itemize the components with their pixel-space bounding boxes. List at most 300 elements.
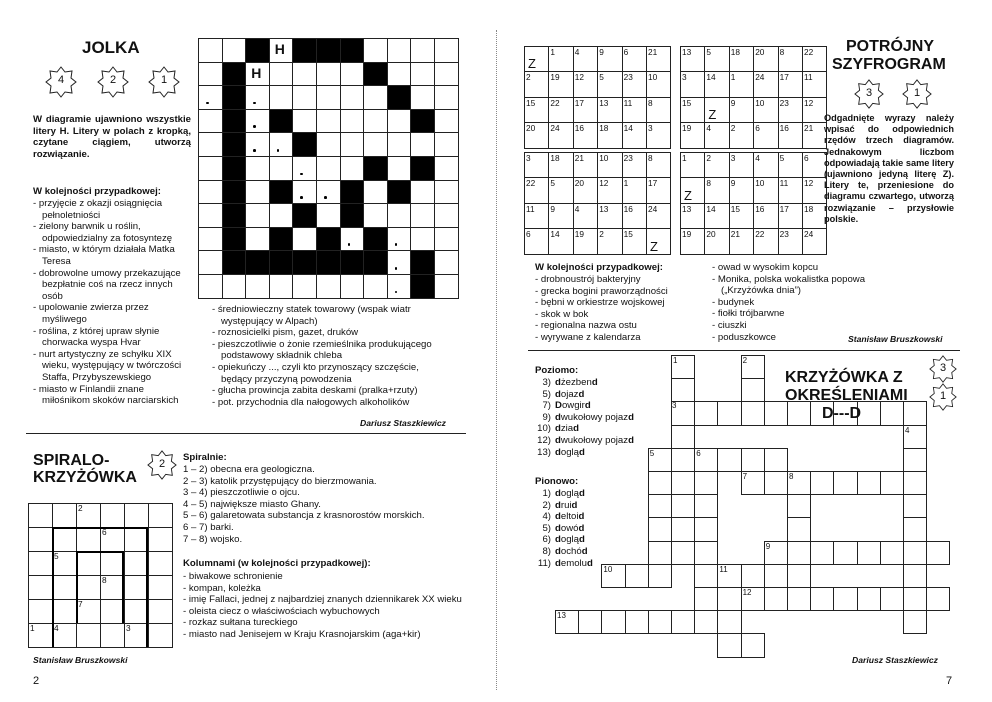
grid-cell: [387, 250, 412, 275]
clue-dot: [253, 125, 256, 128]
cipher-cell: [524, 71, 549, 97]
clue-dot: [348, 243, 351, 246]
cell-number: 2: [706, 153, 712, 163]
cipher-cell: [597, 46, 622, 72]
cell-number: 13: [599, 203, 609, 214]
cipher-cell: [704, 97, 729, 123]
list-item: - głucha prowincja zabita deskami (pralka+rzuty): [212, 385, 418, 397]
cipher-cell: [573, 46, 598, 72]
grid-block: [222, 85, 247, 110]
cipher-cell: [704, 152, 729, 178]
cell-number: 15: [682, 97, 692, 108]
grid-cell: [387, 132, 412, 157]
crossword-cell: [694, 401, 718, 425]
clue-bold-letter: d: [579, 534, 585, 546]
crossword-cell: [903, 448, 927, 472]
page-number-left: 2: [33, 675, 40, 687]
jolka-badge-1: 4: [57, 74, 65, 86]
grid-block: [387, 180, 412, 205]
cipher-cell: [704, 228, 729, 254]
cell-number: 4: [54, 623, 59, 633]
list-item: [535, 500, 655, 512]
cell-number: 6: [526, 229, 531, 240]
cipher-cell: [704, 203, 729, 229]
cell-number: 5: [706, 47, 712, 57]
spiral-wall: [76, 551, 124, 623]
grid-cell: [292, 274, 317, 299]
crossword-cell: [926, 587, 950, 611]
crossword-cell: [741, 355, 765, 379]
grid-cell: [292, 109, 317, 134]
list-item: - miasto, w którym działała Matka Teresa: [33, 244, 175, 267]
dd-down-heading: Pionowo:: [535, 476, 579, 487]
grid-cell: [363, 85, 388, 110]
clue-dot: [324, 196, 327, 199]
cipher-cell: [729, 46, 754, 72]
crossword-cell: [694, 471, 718, 495]
cipher-cell: [680, 203, 705, 229]
grid-cell: [363, 274, 388, 299]
grid-cell: [340, 62, 365, 87]
clue-bold-letter: d: [555, 423, 561, 435]
grid-cell: [100, 503, 125, 528]
grid-cell: [340, 132, 365, 157]
clue-bold-letter: d: [555, 446, 561, 458]
list-item: - owad w wysokim kopcu: [712, 262, 819, 273]
cipher-cell: [778, 122, 803, 148]
grid-cell: [28, 575, 53, 600]
dd-title-3: D---D: [822, 405, 862, 422]
cipher-cell: [548, 152, 573, 178]
cell-number: 8: [706, 178, 712, 189]
cell-number: 23: [623, 72, 633, 83]
grid-cell: [269, 85, 294, 110]
crossword-cell: [671, 448, 695, 472]
grid-cell: [28, 551, 53, 576]
cell-number: 3: [682, 72, 687, 83]
crossword-cell: [787, 541, 811, 565]
cipher-cell: [753, 177, 778, 203]
cell-number: 20: [526, 123, 536, 134]
list-item: - zielony barwnik u roślin, odpowiedzialny za fotosyntezę: [33, 221, 173, 244]
list-item: [535, 488, 655, 500]
cipher-cell: [622, 152, 647, 178]
crossword-cell: [880, 541, 904, 565]
cell-number: 20: [755, 47, 765, 57]
cipher-cell: [548, 97, 573, 123]
cell-number: 4: [755, 153, 760, 163]
cipher-cell: [597, 228, 622, 254]
cipher-cell: [573, 228, 598, 254]
cell-number: 10: [755, 178, 765, 189]
clue-middle: oglą: [560, 534, 580, 546]
list-item: - kompan, koleżka: [183, 582, 261, 594]
grid-cell: [198, 274, 223, 299]
grid-block: [410, 156, 435, 181]
cell-number: 20: [574, 178, 585, 189]
grid-cell: [340, 274, 365, 299]
dd-title-1: KRZYŻÓWKA Z: [785, 369, 903, 386]
page-number-right: 7: [946, 675, 953, 687]
grid-block: [387, 85, 412, 110]
list-item: - budynek: [712, 296, 755, 308]
cell-number: 5: [599, 72, 604, 83]
grid-cell: [148, 575, 173, 600]
list-item: - poduszkowce: [712, 331, 776, 343]
grid-cell: [245, 274, 270, 299]
grid-block: [269, 180, 294, 205]
cipher-cell: [524, 46, 549, 72]
cell-number: 9: [765, 541, 771, 551]
cipher-cell: [680, 122, 705, 148]
grid-cell: [198, 62, 223, 87]
cell-number: 9: [550, 203, 556, 214]
cell-number: 16: [623, 203, 633, 214]
cipher-cell: [548, 177, 573, 203]
cipher-cell: [597, 71, 622, 97]
crossword-cell: [903, 564, 927, 588]
cell-number: 2: [730, 123, 736, 134]
crossword-cell: [833, 587, 857, 611]
dd-across-heading: Poziomo:: [535, 365, 579, 376]
divider: [26, 433, 466, 434]
clue-number: 2): [542, 499, 551, 511]
crossword-cell: [741, 633, 765, 657]
clue-bold-letter: d: [555, 557, 561, 569]
cipher-cell: [729, 228, 754, 254]
cell-number: 10: [755, 97, 765, 108]
crossword-cell: [810, 587, 834, 611]
grid-cell: [245, 227, 270, 252]
crossword-cell: [833, 541, 857, 565]
cipher-cell: [573, 177, 598, 203]
cell-number: 15: [526, 97, 536, 108]
crossword-cell: [926, 541, 950, 565]
crossword-cell: [903, 401, 927, 425]
grid-cell: [28, 503, 53, 528]
grid-cell: [434, 109, 459, 134]
crossword-cell: [671, 355, 695, 379]
cipher-cell: [680, 177, 705, 203]
grid-cell: [198, 38, 223, 63]
list-item: [535, 523, 655, 535]
cell-number: 5: [550, 178, 556, 189]
cell-number: 18: [599, 123, 609, 134]
grid-cell: [410, 85, 435, 110]
grid-cell: [198, 132, 223, 157]
clue-middle: ojaz: [560, 388, 579, 400]
clue-bold-letter: d: [555, 411, 561, 423]
list-item: - upolowanie zwierza przez myśliwego: [33, 302, 149, 325]
grid-cell: [124, 503, 149, 528]
grid-cell: [340, 85, 365, 110]
grid-block: [269, 109, 294, 134]
grid-cell: [410, 180, 435, 205]
crossword-cell: [741, 378, 765, 402]
cipher-cell: [729, 122, 754, 148]
cipher-cell: [573, 97, 598, 123]
cell-number: 18: [550, 153, 560, 163]
crossword-cell: [717, 633, 741, 657]
list-item: - grecka bogini praworządności: [535, 285, 668, 297]
grid-block: [316, 250, 341, 275]
grid-cell: [198, 85, 223, 110]
grid-cell: [148, 599, 173, 624]
crossword-cell: [857, 587, 881, 611]
grid-cell: [316, 156, 341, 181]
dd-badge-2: 1: [939, 390, 947, 402]
cell-number: 1: [730, 72, 736, 83]
spiralo-badge: 2: [158, 458, 166, 470]
cell-number: 7: [742, 472, 748, 481]
divider: [528, 350, 960, 351]
list-item: - roślina, z której upraw słynie chorwacka wyspa Hvar: [33, 325, 160, 349]
grid-block: [245, 38, 270, 63]
crossword-cell: [903, 494, 927, 518]
grid-block: [340, 180, 365, 205]
grid-cell: [198, 227, 223, 252]
cipher-cell: [622, 97, 647, 123]
cell-number: 3: [730, 153, 736, 163]
cipher-cell: [680, 152, 705, 178]
cipher-cell: [548, 71, 573, 97]
cell-number: 17: [574, 97, 585, 108]
cipher-author: Stanisław Bruszkowski: [848, 334, 943, 344]
clue-middle: ochó: [560, 545, 582, 557]
cell-number: 1: [682, 153, 687, 163]
cell-number: 9: [730, 178, 736, 189]
crossword-cell: [903, 587, 927, 611]
clue-middle: zia: [560, 423, 574, 435]
cipher-cell: [646, 177, 671, 203]
clue-bold-letter: d: [628, 411, 634, 423]
grid-cell: [363, 132, 388, 157]
list-item: [535, 389, 655, 401]
cell-number: 4: [706, 123, 712, 134]
cell-number: 17: [779, 72, 789, 83]
list-item: - drobnoustrój bakteryjny: [535, 274, 641, 285]
clue-number: 3): [542, 377, 551, 388]
grid-block: [340, 38, 365, 63]
crossword-cell: [764, 448, 788, 472]
grid-cell: [434, 203, 459, 228]
cipher-cell: [622, 228, 647, 254]
clue-bold-letter: d: [555, 545, 561, 557]
cell-number: 16: [755, 203, 765, 214]
crossword-cell: [764, 587, 788, 611]
cell-number: 17: [648, 178, 658, 189]
cell-number: 5: [649, 448, 655, 458]
grid-cell: [387, 109, 412, 134]
cipher-cell: [524, 228, 549, 254]
cell-number: 12: [574, 72, 585, 83]
grid-cell: [198, 109, 223, 134]
cipher-title-1: POTRÓJNY: [846, 38, 935, 55]
cell-number: 19: [682, 123, 692, 134]
jolka-clues-heading: W kolejności przypadkowej:: [33, 186, 161, 197]
cipher-cell: [729, 71, 754, 97]
cell-number: 14: [706, 203, 716, 214]
grid-cell: [410, 38, 435, 63]
cell-number: 7: [78, 599, 83, 609]
cipher-cell: [729, 152, 754, 178]
grid-cell: [269, 156, 294, 181]
grid-block: [292, 38, 317, 63]
cell-number: 24: [804, 229, 814, 240]
grid-cell: [434, 38, 459, 63]
cipher-cell: [802, 228, 827, 254]
crossword-cell: [648, 610, 672, 634]
dd-down-clues: [535, 488, 655, 569]
list-item: 7 – 8) wojsko.: [183, 533, 243, 545]
grid-cell: [363, 180, 388, 205]
crossword-cell: [601, 610, 625, 634]
jolka-author: Dariusz Staszkiewicz: [360, 418, 446, 428]
cell-number: 6: [804, 153, 809, 163]
cipher-cell: [778, 177, 803, 203]
cell-number: 23: [779, 97, 789, 108]
list-item: - Monika, polska wokalistka popowa („Krzyżówka dnia”): [712, 273, 866, 297]
cipher-cell: [573, 152, 598, 178]
list-item: - ciuszki: [712, 319, 747, 331]
cipher-cell: [680, 97, 705, 123]
clue-number: 13): [537, 446, 551, 458]
cell-number: 3: [672, 401, 677, 411]
clue-dot: [300, 149, 303, 152]
grid-cell: [434, 250, 459, 275]
list-item: 6 – 7) barki.: [183, 521, 234, 533]
cipher-cell: [753, 122, 778, 148]
list-item: [535, 534, 655, 546]
grid-cell: [387, 38, 412, 63]
cell-number: 13: [682, 47, 692, 57]
grid-cell: [316, 109, 341, 134]
crossword-cell: [903, 610, 927, 634]
crossword-cell: [880, 401, 904, 425]
clue-dot: [253, 149, 256, 152]
cipher-cell: [597, 177, 622, 203]
clue-bold-letter: d: [578, 511, 585, 523]
grid-cell: [340, 227, 365, 252]
clue-middle: oglą: [560, 446, 580, 458]
cell-number: 21: [730, 229, 741, 240]
cipher-cell: [802, 46, 827, 72]
cell-number: 16: [574, 123, 585, 134]
cell-number: 8: [789, 472, 794, 481]
list-item: [535, 447, 655, 459]
grid-cell: [363, 203, 388, 228]
list-item: - miasto nad Jenisejem w Kraju Krasnojarskim (aga+kir): [183, 628, 421, 640]
crossword-cell: [694, 494, 718, 518]
crossword-cell: [880, 587, 904, 611]
grid-cell: [148, 503, 173, 528]
grid-cell: [434, 274, 459, 299]
cell-number: 21: [648, 47, 658, 57]
grid-block: [363, 156, 388, 181]
grid-block: [222, 132, 247, 157]
crossword-cell: [833, 471, 857, 495]
clue-bold-letter: d: [555, 377, 561, 388]
dd-across-clues: [535, 377, 655, 458]
cipher-cell: [778, 71, 803, 97]
crossword-cell: [741, 587, 765, 611]
clue-number: 1): [542, 488, 551, 499]
clue-number: 11): [537, 557, 551, 569]
grid-cell: [434, 180, 459, 205]
crossword-cell: [671, 517, 695, 541]
cell-number: 2: [526, 72, 531, 83]
clue-middle: eltoi: [560, 511, 579, 523]
grid-cell: [245, 156, 270, 181]
crossword-cell: [787, 587, 811, 611]
cell-number: 6: [755, 123, 760, 134]
grid-block: [292, 203, 317, 228]
spiralo-heading-1: Spiralnie:: [183, 452, 227, 463]
grid-block: [316, 227, 341, 252]
clue-bold-letter: d: [555, 534, 561, 546]
jolka-grid: [198, 38, 458, 298]
grid-cell: [340, 109, 365, 134]
clue-middle: oglą: [560, 488, 580, 499]
grid-cell: [292, 85, 317, 110]
grid-cell: [316, 203, 341, 228]
spiralo-heading-2: Kolumnami (w kolejności przypadkowej):: [183, 558, 371, 569]
grid-cell: [410, 132, 435, 157]
grid-cell: [198, 180, 223, 205]
list-item: - bębni w orkiestrze wojskowej: [535, 297, 665, 309]
crossword-cell: [787, 494, 811, 518]
grid-block: [292, 132, 317, 157]
list-item: - opiekuńczy ..., czyli kto przynoszący szczęście, będący przyczyną powodzenia: [212, 361, 419, 385]
clue-bold-letter: d: [587, 557, 593, 569]
jolka-intro: W diagramie ujawniono wszystkie litery H. Litery w polach z kropką, czytane ciągiem, utworzą rozwiązanie.: [33, 114, 191, 160]
clue-bold-letter: d: [578, 388, 585, 400]
crossword-cell: [787, 517, 811, 541]
cell-number: 22: [550, 97, 560, 108]
clue-bold-letter: d: [555, 522, 561, 534]
cipher-cell: [597, 152, 622, 178]
grid-cell: [316, 85, 341, 110]
list-item: - średniowieczny statek towarowy (wspak wiatr występujący w Alpach): [212, 304, 411, 327]
grid-block: [363, 62, 388, 87]
list-item: - oleista ciecz o właściwościach wybuchowych: [183, 605, 380, 617]
grid-block: [222, 62, 247, 87]
list-item: - roznosicielki pism, gazet, druków: [212, 327, 359, 339]
cipher-cell: [597, 122, 622, 148]
cell-number: 11: [623, 97, 633, 108]
clue-bold-letter: D: [555, 400, 562, 412]
cipher-cell: [646, 228, 671, 254]
jolka-clues-left: [33, 198, 193, 407]
grid-cell: [292, 156, 317, 181]
cipher-cell: [646, 152, 671, 178]
cell-number: 8: [779, 47, 785, 57]
cipher-cell: [524, 122, 549, 148]
clue-number: 9): [542, 411, 551, 423]
clue-number: 10): [537, 423, 551, 435]
clue-number: 4): [542, 511, 551, 523]
cell-number: 4: [574, 203, 580, 214]
cipher-cell: [524, 152, 549, 178]
cell-number: 24: [648, 203, 658, 214]
grid-cell: [148, 623, 173, 648]
grid-cell: [245, 132, 270, 157]
clue-middle: owó: [560, 522, 579, 534]
clue-number: 5): [542, 388, 551, 400]
cipher-cell: [622, 122, 647, 148]
grid-block: [410, 250, 435, 275]
list-item: 5 – 6) galaretowata substancja z krasnorostów morskich.: [183, 510, 425, 522]
